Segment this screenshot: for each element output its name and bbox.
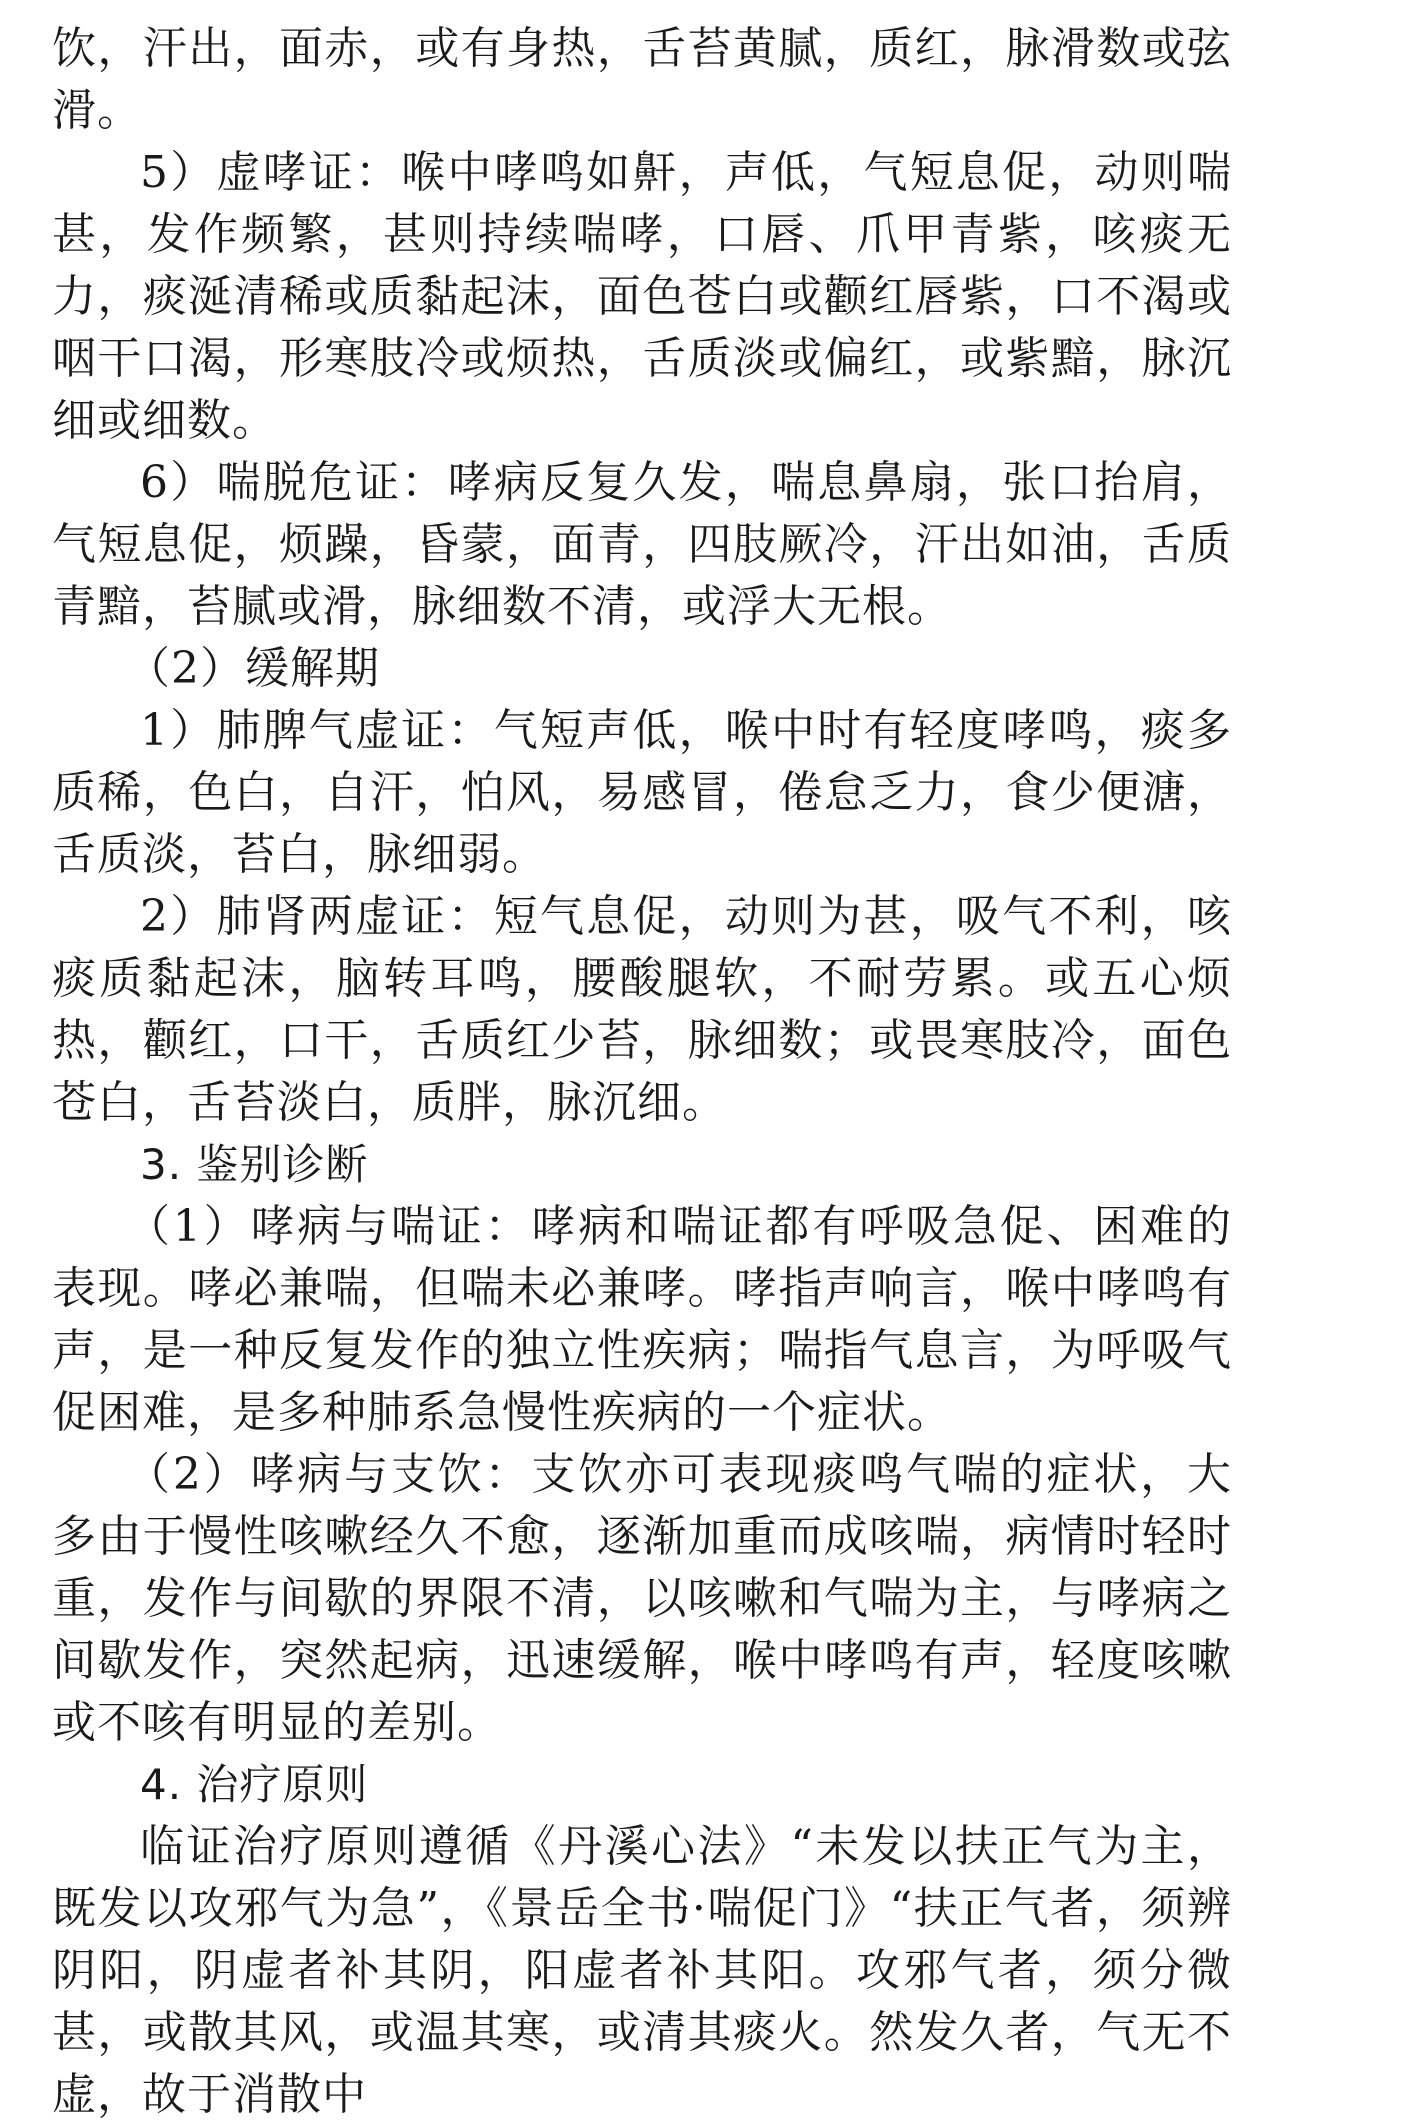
paragraph-lung-spleen-deficiency: 1）肺脾气虚证：气短声低，喉中时有轻度哮鸣，痰多质稀，色白，自汗，怕风，易感冒，倦怠乏力，食少便溏，舌质淡，苔白，脉细弱。	[52, 705, 1232, 880]
paragraph-continuation: 饮，汗出，面赤，或有身热，舌苔黄腻，质红，脉滑数或弦滑。	[52, 23, 1232, 136]
subheading-remission-period: （2）缓解期	[126, 643, 380, 694]
paragraph-deficiency-wheezing: 5）虚哮证：喉中哮鸣如鼾，声低，气短息促，动则喘甚，发作频繁，甚则持续喘哮，口唇、爪甲青紫，咳痰无力，痰涎清稀或质黏起沫，面色苍白或颧红唇紫，口不渴或咽干口渴，形寒肢冷或烦热，舌质淡或偏红，或紫黯，脉沉细或细数。	[52, 147, 1232, 446]
paragraph-wheezing-vs-dyspnea: （1）哮病与喘证：哮病和喘证都有呼吸急促、困难的表现。哮必兼喘，但喘未必兼哮。哮指声响言，喉中哮鸣有声，是一种反复发作的独立性疾病；喘指气息言，为呼吸气促困难，是多种肺系急慢性疾病的一个症状。	[52, 1201, 1232, 1438]
document-page	[52, 18, 1232, 2126]
paragraph-wheezing-vs-fluid-retention: （2）哮病与支饮：支饮亦可表现痰鸣气喘的症状，大多由于慢性咳嗽经久不愈，逐渐加重而成咳喘，病情时轻时重，发作与间歇的界限不清，以咳嗽和气喘为主，与哮病之间歇发作，突然起病，迅速缓解，喉中哮鸣有声，轻度咳嗽或不咳有明显的差别。	[52, 1449, 1232, 1748]
paragraph-collapse-syndrome: 6）喘脱危证：哮病反复久发，喘息鼻扇，张口抬肩，气短息促，烦躁，昏蒙，面青，四肢厥冷，汗出如油，舌质青黯，苔腻或滑，脉细数不清，或浮大无根。	[52, 457, 1232, 632]
paragraph-treatment-principles: 临证治疗原则遵循《丹溪心法》“未发以扶正气为主，既发以攻邪气为急”，《景岳全书·喘促门》“扶正气者，须辨阴阳，阴虚者补其阴，阳虚者补其阳。攻邪气者，须分微甚，或散其风，或温其寒，或清其痰火。然发久者，气无不虚，故于消散中	[52, 1821, 1232, 2120]
section-heading-treatment-principles: 4. 治疗原则	[140, 1760, 369, 1809]
section-heading-differential-diagnosis: 3. 鉴别诊断	[140, 1140, 369, 1189]
paragraph-lung-kidney-deficiency: 2）肺肾两虚证：短气息促，动则为甚，吸气不利，咳痰质黏起沫，脑转耳鸣，腰酸腿软，不耐劳累。或五心烦热，颧红，口干，舌质红少苔，脉细数；或畏寒肢冷，面色苍白，舌苔淡白，质胖，脉沉细。	[52, 891, 1232, 1128]
